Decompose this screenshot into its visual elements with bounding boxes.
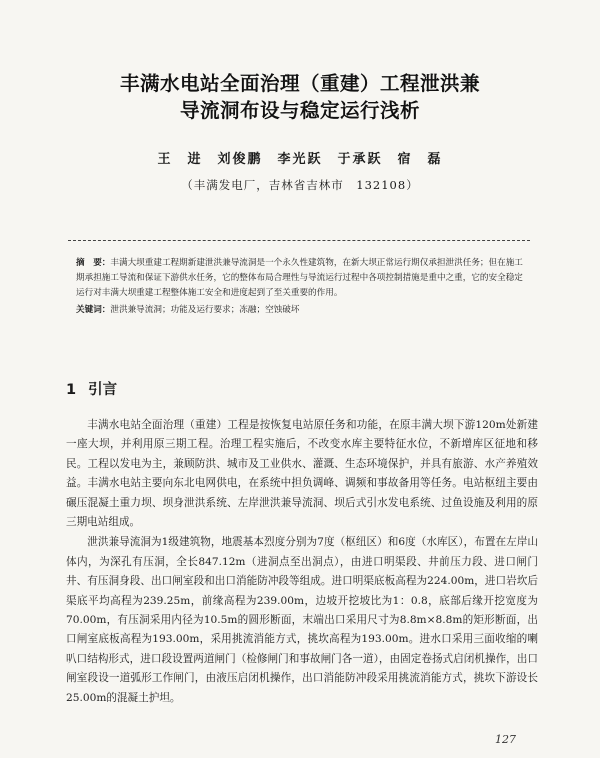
- abstract: [76, 256, 526, 302]
- title-line-1: 丰满水电站全面治理（重建）工程泄洪兼: [119, 72, 480, 95]
- abstract-block: [76, 256, 526, 318]
- section-heading: [66, 378, 117, 399]
- page-number: 127: [495, 733, 516, 746]
- keywords-text: 泄洪兼导流洞；功能及运行要求；冻融；空蚀破坏: [110, 304, 300, 315]
- body-text: [66, 416, 538, 708]
- paragraph-2: 泄洪兼导流洞为1级建筑物，地震基本烈度分别为7度（枢纽区）和6度（水库区），布置在左岸山体内，为深孔有压洞，全长847.12m（进洞点至出洞点），由进口明渠段、井前压力段、进口闸门井、有压洞身段、出口闸室段和出口消能防冲段等组成。进口明渠底板高程为224.00m，进口岩坎后渠底平均高程为239.25m，前缘高程为239.00m，边坡开挖坡比为1：0.8，底部后缘开挖宽度为70.00m，有压洞采用内径为10.5m的圆形断面，末端出口采用尺寸为8.8m×8.8m的矩形断面，出口闸室底板高程为193.00m，采用挑流消能方式，挑坎高程为193.00m。进水口采用三面收缩的喇叭口结构形式，进口段设置两道闸门（检修闸门和事故闸门各一道），由固定卷扬式启闭机操作，出口闸室段设一道弧形工作闸门，由液压启闭机操作，出口消能防冲段采用挑流消能方式，挑坎下游设长25.00m的混凝土护坦。: [66, 536, 538, 704]
- paper-title: [60, 70, 540, 124]
- authors: 王 进 刘俊鹏 李光跃 于承跃 宿 磊: [157, 152, 443, 167]
- section-number: 1: [66, 382, 77, 398]
- affiliation: （丰满发电厂，吉林省吉林市 132108）: [181, 178, 419, 192]
- section-title: 引言: [88, 382, 118, 398]
- title-line-2: 导流洞布设与稳定运行浅析: [179, 99, 420, 122]
- abstract-text: 丰满大坝重建工程期新建泄洪兼导流洞是一个永久性建筑物，在新大坝正常运行期仅承担泄洪任务；但在施工期承担施工导流和保证下游供水任务，它的整体布局合理性与导流运行过程中各项控制措施是重中之重，它的安全稳定运行对丰满大坝重建工程整体施工安全和进度起到了至关重要的作用。: [76, 258, 523, 299]
- abstract-label: 摘 要：: [76, 258, 111, 268]
- keywords-label: 关键词：: [76, 304, 111, 315]
- keywords: [76, 303, 526, 318]
- header-divider: [68, 240, 530, 241]
- paragraph-1: 丰满水电站全面治理（重建）工程是按恢复电站原任务和功能，在原丰满大坝下游120m处新建一座大坝，并利用原三期工程。治理工程实施后，不改变水库主要特征水位，不新增库区征地和移民。工程以发电为主，兼顾防洪、城市及工业供水、灌溉、生态环境保护，并具有旅游、水产养殖效益。丰满水电站主要向东北电网供电，在系统中担负调峰、调频和事故备用等任务。电站枢纽主要由碾压混凝土重力坝、坝身泄洪系统、左岸泄洪兼导流洞、坝后式引水发电系统、过鱼设施及利用的原三期电站组成。: [66, 419, 538, 529]
